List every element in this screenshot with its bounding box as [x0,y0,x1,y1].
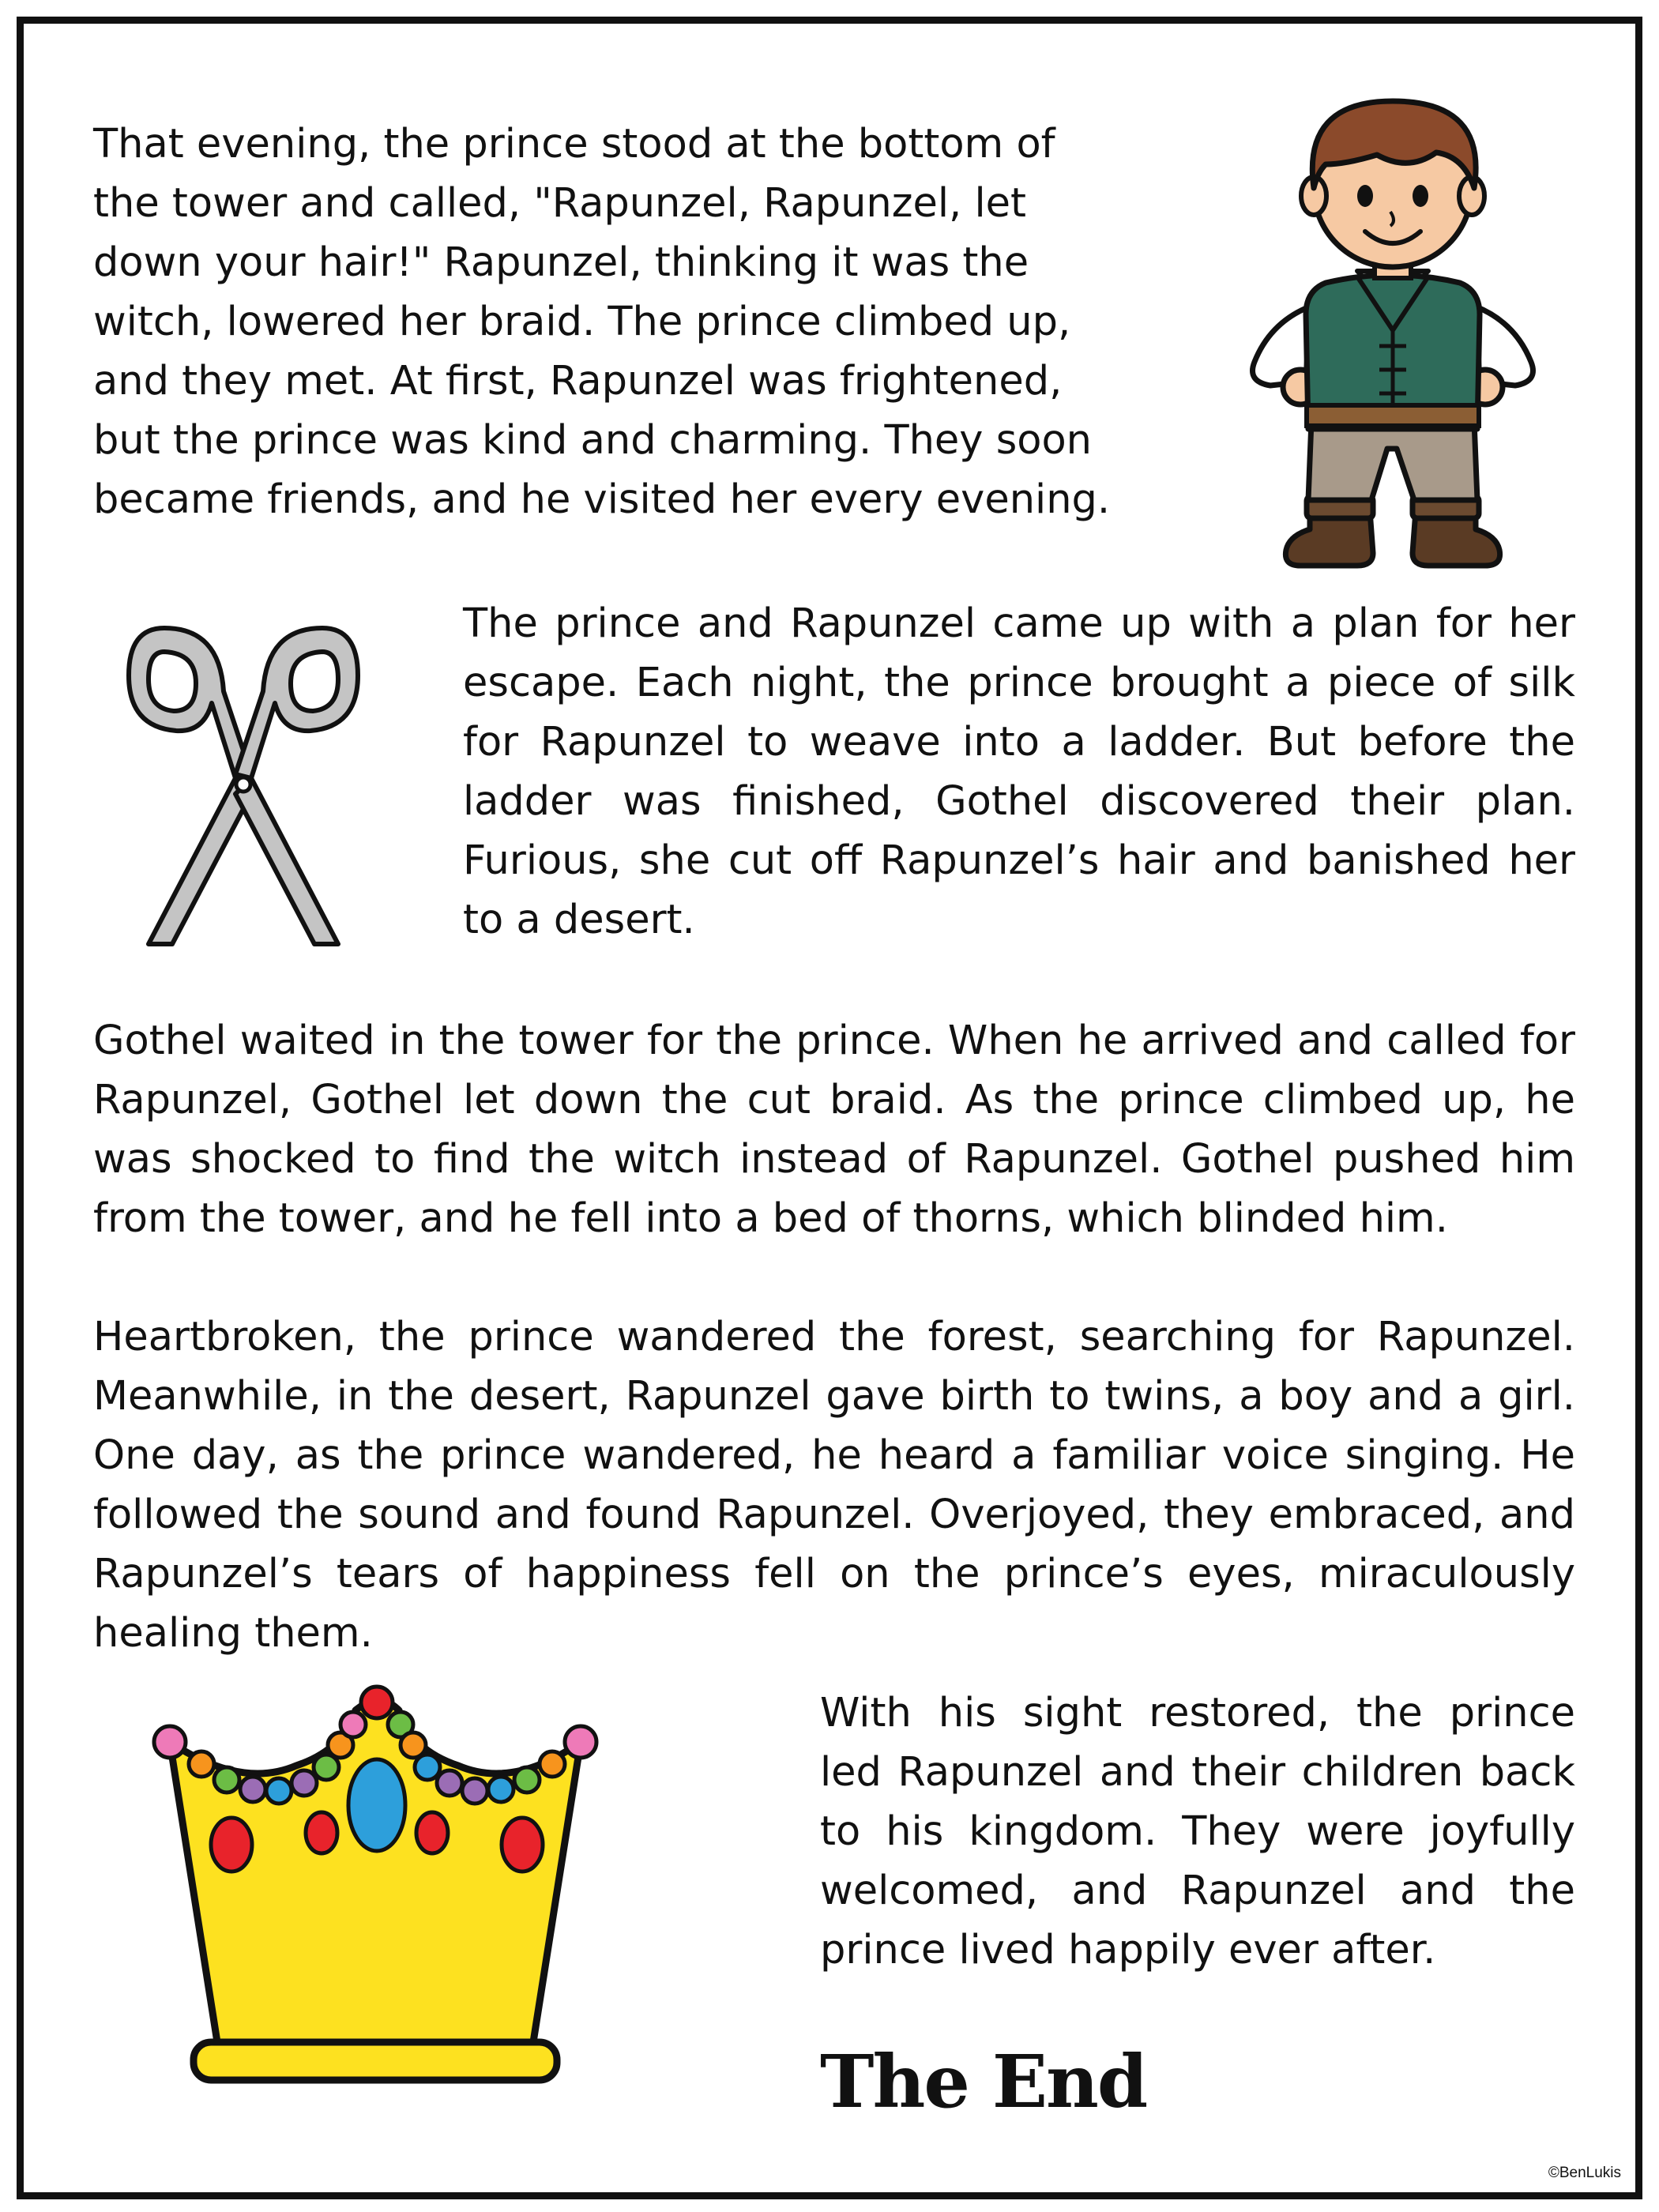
copyright-text: ©BenLukis [1548,2165,1621,2181]
story-paragraph-1: That evening, the prince stood at the bottom of the tower and called, "Rapunzel, Rapunzel, let down your hair!" Rapunzel, thinking it was the witch, lowered her braid. The prince climbed up, and they met. At first, Rapunzel was frightened, but the prince was kind and charming. They soon became friends, and he visited her every evening. [93,121,1111,523]
story-paragraph-5: With his sight restored, the prince led Rapunzel and their children back to his kingdom. They were joyfully welcomed, and Rapunzel and the prince lived happily ever after. [820,1690,1575,1973]
story-paragraph-3: Gothel waited in the tower for the prince. When he arrived and called for Rapunzel, Gothel let down the cut braid. As the prince climbed up, he was shocked to find the witch instead of Rapunzel. Gothel pushed him from the tower, and he fell into a bed of thorns, which blinded him. [93,1018,1575,1242]
prince-illustration [1207,70,1578,575]
story-paragraph-2: The prince and Rapunzel came up with a plan for her escape. Each night, the prince brought a piece of silk for Rapunzel to weave into a ladder. But before the ladder was finished, Gothel discovered their plan. Furious, she cut off Rapunzel’s hair and banished her to a desert. [463,600,1575,943]
story-paragraph-4: Heartbroken, the prince wandered the forest, searching for Rapunzel. Meanwhile, in the desert, Rapunzel gave birth to twins, a boy and a girl. One day, as the prince wandered, he heard a familiar voice singing. He followed the sound and found Rapunzel. Overjoyed, they embraced, and Rapunzel’s tears of happiness fell on the prince’s eyes, miraculously healing them. [93,1314,1575,1657]
the-end-heading: The End [820,2039,1147,2124]
scissors-illustration [117,596,370,948]
crown-illustration [138,1679,695,2121]
